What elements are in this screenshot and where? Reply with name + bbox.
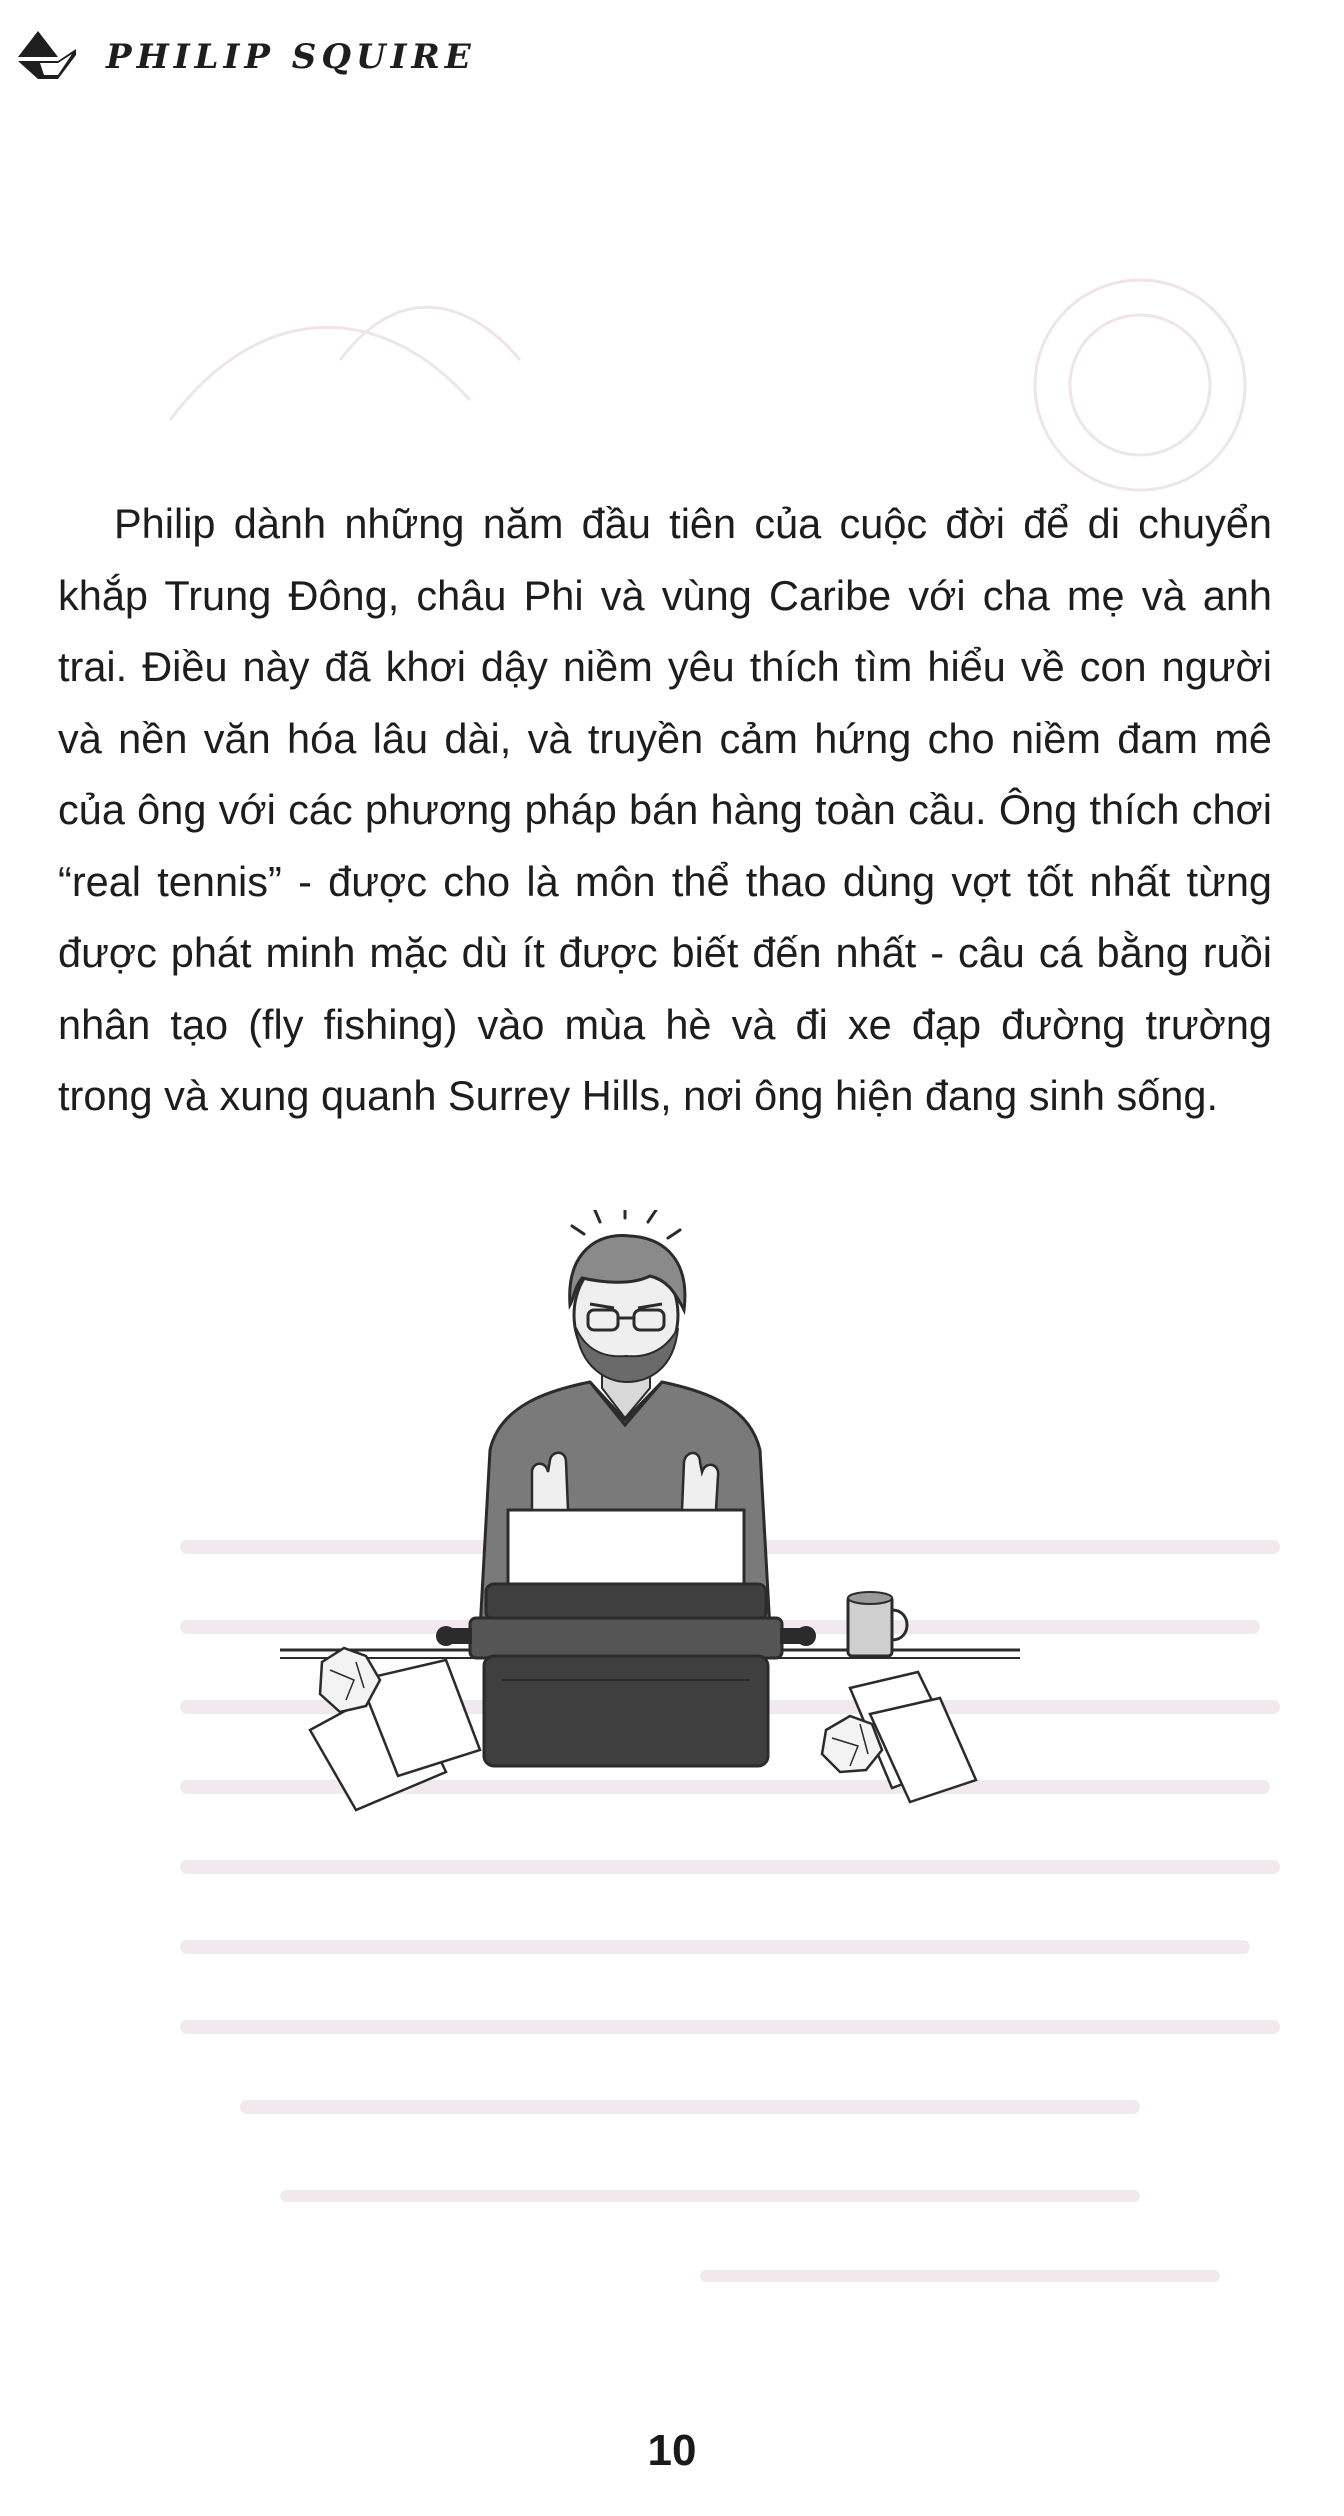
coffee-mug-icon [848,1592,907,1656]
stress-lines [572,1210,680,1238]
papers-left [310,1648,480,1810]
running-header [14,22,476,92]
triangle-chevron-logo-icon [14,27,84,87]
page-number: 10 [647,2426,697,2475]
typewriter [436,1584,816,1766]
header-author-name: PHILIP SQUIRE [106,37,476,77]
man-typing-on-typewriter-illustration [270,1210,1040,1830]
papers-right [822,1672,976,1802]
body-paragraph: Philip dành những năm đầu tiên của cuộc đời để di chuyển khắp Trung Đông, châu Phi và vùng Caribe với cha mẹ và anh trai. Điều này đã khơi dậy niềm yêu thích tìm hiểu về con người và nền văn hóa lâu dài, và truyền cảm hứng cho niềm đam mê của ông với các phương pháp bán hàng toàn cầu. Ông thích chơi “real tennis” - được cho là môn thể thao dùng vợt tốt nhất từng được phát minh mặc dù ít được biết đến nhất - câu cá bằng ruồi nhân tạo (fly fishing) vào mùa hè và đi xe đạp đường trường trong và xung quanh Surrey Hills, nơi ông hiện đang sinh sống. [58,500,1272,1119]
typewriter-paper [508,1510,744,1590]
